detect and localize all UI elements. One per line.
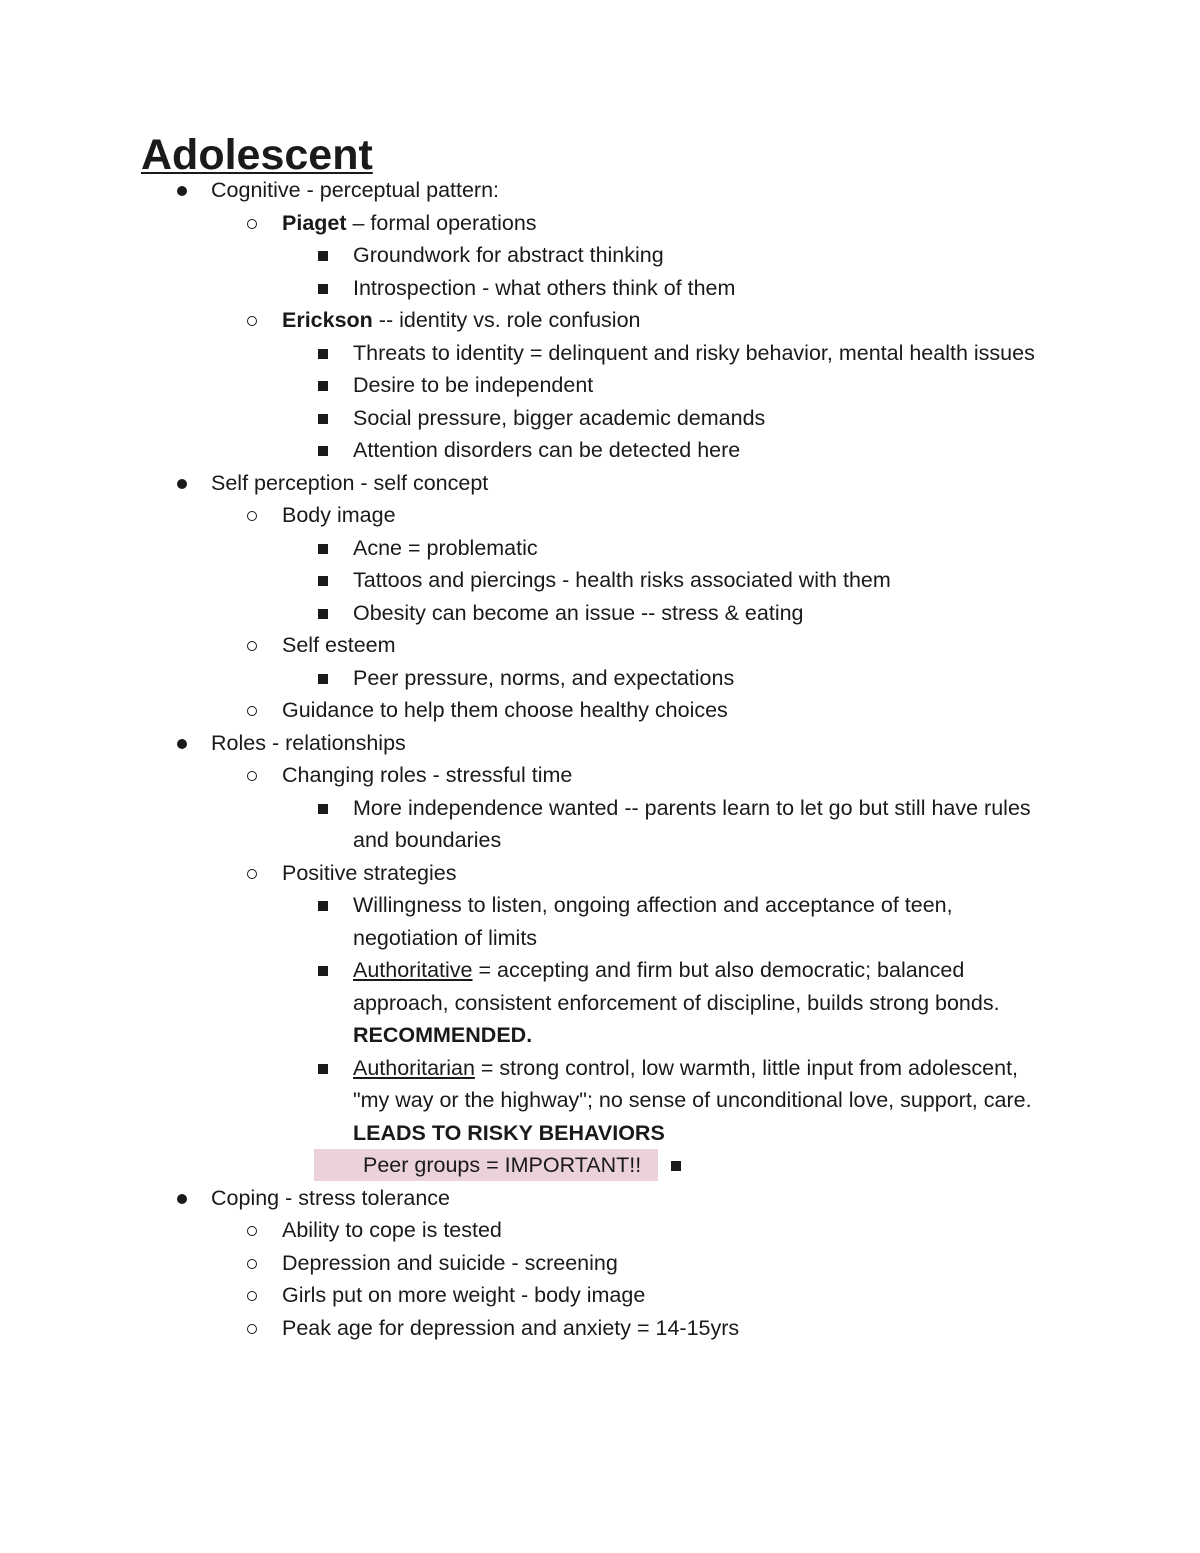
square-bullet-icon bbox=[318, 402, 328, 435]
square-bullet-icon bbox=[318, 434, 328, 467]
list-item: Roles - relationships bbox=[0, 727, 1200, 760]
square-bullet-icon bbox=[318, 792, 328, 825]
hollow-circle-bullet-icon bbox=[247, 207, 257, 240]
square-bullet-icon bbox=[318, 369, 328, 402]
filled-circle-bullet-icon bbox=[177, 727, 187, 760]
theorist-name: Erickson bbox=[282, 308, 373, 332]
list-item: Self perception - self concept bbox=[0, 467, 1200, 500]
list-item: Desire to be independent bbox=[0, 369, 1043, 402]
list-item: Threats to identity = delinquent and risky behavior, mental health issues bbox=[0, 337, 1043, 370]
hollow-circle-bullet-icon bbox=[247, 1279, 257, 1312]
list-item: Changing roles - stressful time bbox=[0, 759, 1200, 792]
parenting-style-term: Authoritative bbox=[353, 958, 473, 982]
square-bullet-icon bbox=[318, 597, 328, 630]
theorist-name: Piaget bbox=[282, 210, 347, 235]
hollow-circle-bullet-icon bbox=[247, 629, 257, 662]
square-bullet-icon bbox=[318, 272, 328, 305]
hollow-circle-bullet-icon bbox=[247, 1247, 257, 1280]
filled-circle-bullet-icon bbox=[177, 1182, 187, 1215]
list-item: More independence wanted -- parents learn to let go but still have rules and boundaries bbox=[0, 792, 1043, 857]
list-item: Depression and suicide - screening bbox=[0, 1247, 1200, 1280]
parenting-style-term: Authoritarian bbox=[353, 1055, 475, 1080]
square-bullet-icon bbox=[318, 889, 328, 922]
emphasis-text: LEADS TO RISKY BEHAVIORS bbox=[353, 1120, 665, 1145]
list-item: Groundwork for abstract thinking bbox=[0, 239, 1043, 272]
square-bullet-icon bbox=[318, 564, 328, 597]
square-bullet-icon bbox=[318, 532, 328, 565]
page-title: Adolescent bbox=[141, 131, 373, 179]
list-item: Self esteem bbox=[0, 629, 1200, 662]
hollow-circle-bullet-icon bbox=[247, 304, 257, 337]
list-item: Erickson -- identity vs. role confusion bbox=[0, 304, 1200, 337]
list-item: Obesity can become an issue -- stress & eating bbox=[0, 597, 1043, 630]
list-item: Peak age for depression and anxiety = 14-15yrs bbox=[0, 1312, 1200, 1345]
list-item: Ability to cope is tested bbox=[0, 1214, 1200, 1247]
list-item: Guidance to help them choose healthy choices bbox=[0, 694, 1200, 727]
hollow-circle-bullet-icon bbox=[247, 857, 257, 890]
list-item: Attention disorders can be detected here bbox=[0, 434, 1043, 467]
list-item: Peer pressure, norms, and expectations bbox=[0, 662, 1043, 695]
list-item: Authoritative = accepting and firm but also democratic; balanced approach, consistent enforcement of discipline, builds strong bonds. RECOMMENDED. bbox=[0, 954, 1043, 1052]
square-bullet-icon bbox=[318, 954, 328, 987]
list-item: Body image bbox=[0, 499, 1200, 532]
square-bullet-icon bbox=[318, 1052, 328, 1085]
hollow-circle-bullet-icon bbox=[247, 759, 257, 792]
outline-list bbox=[0, 174, 1200, 1344]
list-item: Girls put on more weight - body image bbox=[0, 1279, 1200, 1312]
list-item: Acne = problematic bbox=[0, 532, 1043, 565]
highlighted-list-item: Peer groups = IMPORTANT!! bbox=[0, 1149, 1043, 1182]
list-item: Piaget – formal operations bbox=[0, 207, 1200, 240]
list-item: Coping - stress tolerance bbox=[0, 1182, 1200, 1215]
square-bullet-icon bbox=[318, 662, 328, 695]
filled-circle-bullet-icon bbox=[177, 467, 187, 500]
emphasis-text: RECOMMENDED. bbox=[353, 1023, 533, 1047]
list-item: Social pressure, bigger academic demands bbox=[0, 402, 1043, 435]
hollow-circle-bullet-icon bbox=[247, 499, 257, 532]
list-item: Tattoos and piercings - health risks associated with them bbox=[0, 564, 1043, 597]
hollow-circle-bullet-icon bbox=[247, 1214, 257, 1247]
square-bullet-icon bbox=[318, 239, 328, 272]
list-item: Introspection - what others think of them bbox=[0, 272, 1043, 305]
list-item: Positive strategies bbox=[0, 857, 1200, 890]
list-item: Authoritarian = strong control, low warmth, little input from adolescent, "my way or the highway"; no sense of unconditional love, support, care. LEADS TO RISKY BEHAVIORS bbox=[0, 1052, 1043, 1150]
square-bullet-icon bbox=[671, 1153, 681, 1177]
list-item: Cognitive - perceptual pattern: bbox=[0, 174, 1200, 207]
square-bullet-icon bbox=[318, 337, 328, 370]
filled-circle-bullet-icon bbox=[177, 174, 187, 207]
hollow-circle-bullet-icon bbox=[247, 1312, 257, 1345]
list-item: Willingness to listen, ongoing affection and acceptance of teen, negotiation of limits bbox=[0, 889, 1043, 954]
hollow-circle-bullet-icon bbox=[247, 694, 257, 727]
